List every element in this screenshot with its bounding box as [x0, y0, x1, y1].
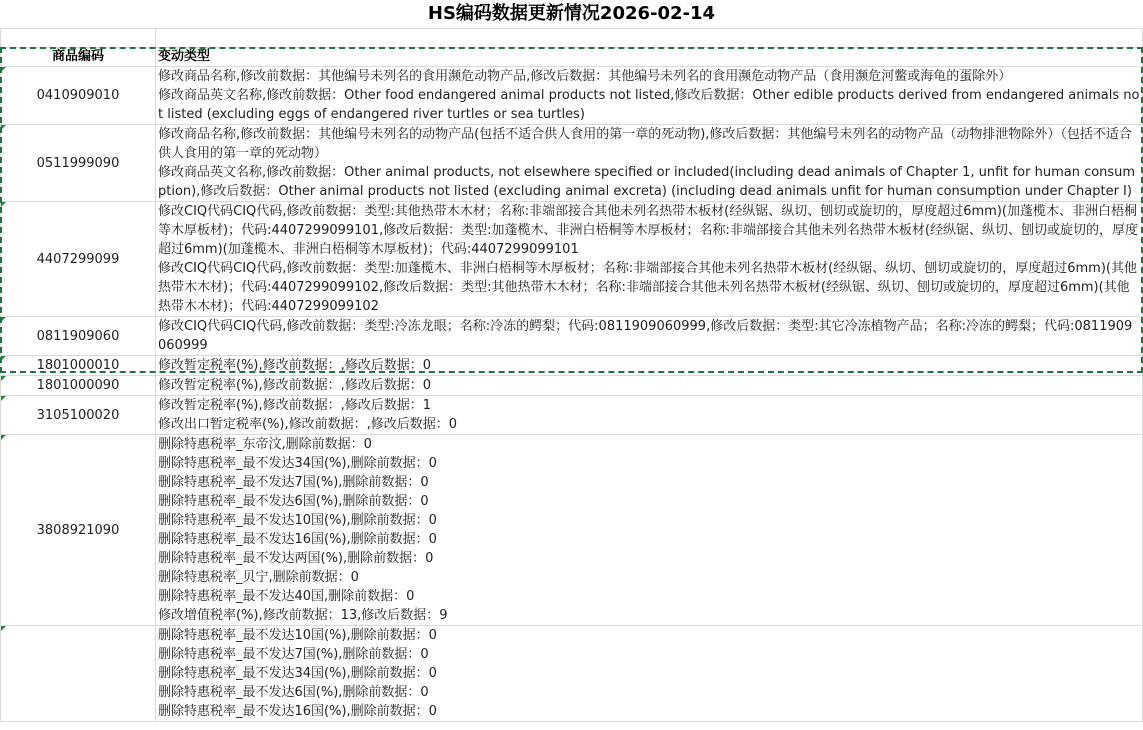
change-line: 修改CIQ代码CIQ代码,修改前数据：类型:加蓬榄木、非洲白梧桐等木厚板材；名称:非端部接合其他未列名热带木板材(经纵锯、纵切、刨切或旋切的，厚度超过6mm)(其他热带木木材)；代码:4407299099102,修改后数据：类型:其他热带木木材；名称:非端部接合其他未列名热带木板材(经纵锯、纵切、刨切或旋切的，厚度超过6mm)(其他热带木木材)；代码:4407299099102	[158, 261, 1137, 314]
change-line: 删除特惠税率_最不发达34国(%),删除前数据：0	[158, 666, 437, 681]
change-line: 修改商品英文名称,修改前数据：Other food endangered animal products not listed,修改后数据：Other edible products derived from endangered animals not listed (excluding eggs of endangered river turtles or sea turtles)	[158, 88, 1140, 122]
hs-code-cell[interactable]: 0410909010	[1, 67, 156, 125]
hs-code-cell[interactable]: 3105100020	[1, 396, 156, 435]
change-line: 删除特惠税率_贝宁,删除前数据：0	[158, 570, 359, 585]
table-row	[1, 356, 1143, 376]
change-line: 删除特惠税率_最不发达34国(%),删除前数据：0	[158, 456, 437, 471]
change-line: 修改增值税率(%),修改前数据：13,修改后数据：9	[158, 608, 448, 623]
hs-code-cell[interactable]: 1801000090	[1, 376, 156, 396]
header-row	[1, 48, 1143, 67]
hs-code-table	[0, 28, 1143, 722]
change-line: 删除特惠税率_最不发达6国(%),删除前数据：0	[158, 494, 429, 509]
table-row	[1, 67, 1143, 125]
change-line: 修改CIQ代码CIQ代码,修改前数据：类型:其他热带木木材；名称:非端部接合其他未列名热带木板材(经纵锯、纵切、刨切或旋切的，厚度超过6mm)(加蓬榄木、非洲白梧桐等木厚板材)；代码:4407299099101,修改后数据：类型:加蓬榄木、非洲白梧桐等木厚板材；名称:非端部接合其他未列名热带木板材(经纵锯、纵切、刨切或旋切的，厚度超过6mm)(加蓬榄木、非洲白梧桐等木厚板材)；代码:4407299099101	[158, 204, 1138, 257]
change-type-cell[interactable]	[156, 67, 1143, 125]
change-line: 删除特惠税率_最不发达10国(%),删除前数据：0	[158, 513, 437, 528]
change-type-cell[interactable]	[156, 435, 1143, 626]
change-line: 删除特惠税率_东帝汶,删除前数据：0	[158, 437, 372, 452]
change-line: 修改暂定税率(%),修改前数据：,修改后数据：1	[158, 398, 432, 413]
change-line: 删除特惠税率_最不发达16国(%),删除前数据：0	[158, 532, 437, 547]
table-row	[1, 435, 1143, 626]
column-header-code[interactable]: 商品编码	[1, 48, 156, 67]
table-row	[1, 396, 1143, 435]
table-row	[1, 376, 1143, 396]
table-row	[1, 317, 1143, 356]
table-row	[1, 202, 1143, 317]
blank-row	[1, 29, 1143, 48]
sheet-title: HS编码数据更新情况2026-02-14	[427, 3, 716, 24]
hs-code-cell[interactable]	[1, 626, 156, 722]
hs-code-cell[interactable]: 0511999090	[1, 125, 156, 202]
hs-code-cell[interactable]: 4407299099	[1, 202, 156, 317]
change-line: 修改商品英文名称,修改前数据：Other animal products, not elsewhere specified or included(including dead animals of Chapter 1, unfit for human consumption),修改后数据：Other animal products not listed (excluding animal excreta) (including dead animals unfit for human consumption under Chapter I)	[158, 165, 1136, 199]
change-line: 删除特惠税率_最不发达40国,删除前数据：0	[158, 589, 415, 604]
blank-cell[interactable]	[1, 29, 156, 48]
change-type-cell[interactable]	[156, 626, 1143, 722]
change-type-cell[interactable]	[156, 356, 1143, 376]
change-line: 删除特惠税率_最不发达7国(%),删除前数据：0	[158, 475, 429, 490]
table-row	[1, 626, 1143, 722]
change-line: 删除特惠税率_最不发达两国(%),删除前数据：0	[158, 551, 434, 566]
change-line: 修改出口暂定税率(%),修改前数据：,修改后数据：0	[158, 417, 458, 432]
change-line: 删除特惠税率_最不发达10国(%),删除前数据：0	[158, 628, 437, 643]
blank-cell[interactable]	[156, 29, 1143, 48]
table-row	[1, 125, 1143, 202]
change-type-cell[interactable]	[156, 125, 1143, 202]
change-type-cell[interactable]	[156, 202, 1143, 317]
hs-code-cell[interactable]: 3808921090	[1, 435, 156, 626]
change-type-cell[interactable]	[156, 396, 1143, 435]
change-line: 修改商品名称,修改前数据：其他编号未列名的食用濒危动物产品,修改后数据：其他编号未列名的食用濒危动物产品（食用濒危河鳖或海龟的蛋除外）	[158, 69, 1012, 84]
hs-code-cell[interactable]: 0811909060	[1, 317, 156, 356]
change-line: 修改暂定税率(%),修改前数据：,修改后数据：0	[158, 358, 432, 373]
change-line: 修改商品名称,修改前数据：其他编号未列名的动物产品(包括不适合供人食用的第一章的死动物),修改后数据：其他编号未列名的动物产品（动物排泄物除外）（包括不适合供人食用的第一章的死动物）	[158, 127, 1132, 161]
change-type-cell[interactable]	[156, 376, 1143, 396]
change-line: 删除特惠税率_最不发达7国(%),删除前数据：0	[158, 647, 429, 662]
change-line: 删除特惠税率_最不发达16国(%),删除前数据：0	[158, 704, 437, 719]
column-header-change-type[interactable]: 变动类型	[156, 48, 1143, 67]
hs-code-cell[interactable]: 1801000010	[1, 356, 156, 376]
change-line: 删除特惠税率_最不发达6国(%),删除前数据：0	[158, 685, 429, 700]
change-line: 修改CIQ代码CIQ代码,修改前数据：类型:冷冻龙眼；名称:冷冻的鳄梨；代码:0811909060999,修改后数据：类型:其它冷冻植物产品；名称:冷冻的鳄梨；代码:0811909060999	[158, 319, 1133, 353]
change-type-cell[interactable]	[156, 317, 1143, 356]
change-line: 修改暂定税率(%),修改前数据：,修改后数据：0	[158, 378, 432, 393]
